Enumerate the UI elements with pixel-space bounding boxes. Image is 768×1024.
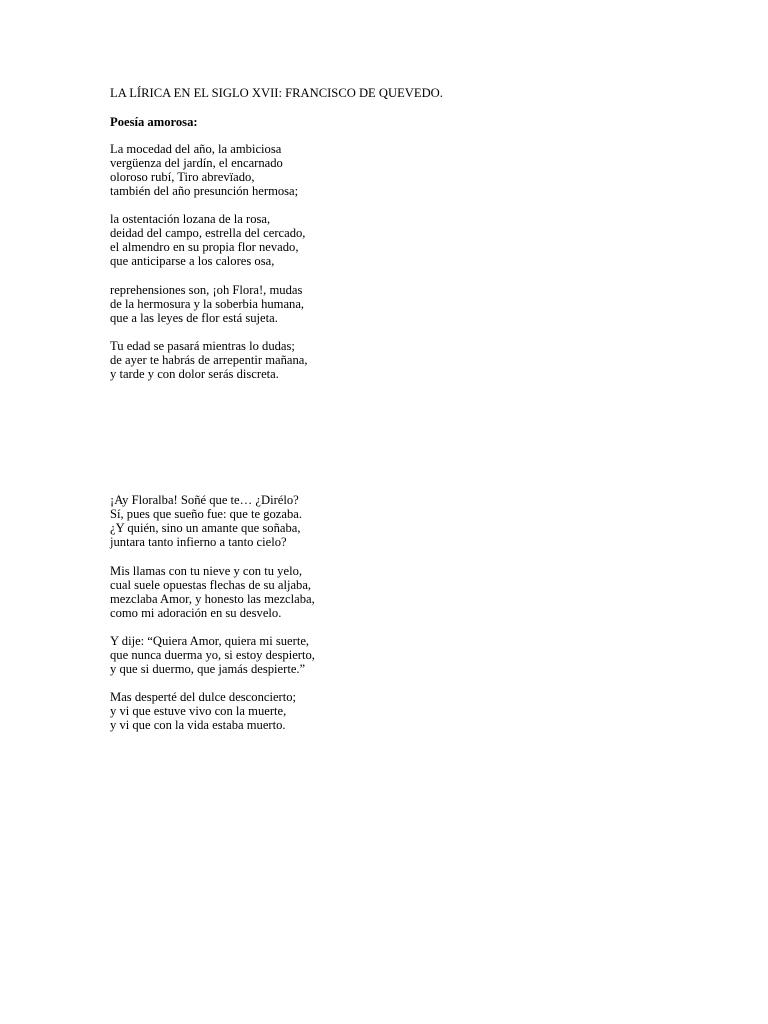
verse-line: juntara tanto infierno a tanto cielo?: [110, 535, 287, 549]
verse-line: reprehensiones son, ¡oh Flora!, mudas: [110, 283, 303, 297]
verse-line: de la hermosura y la soberbia humana,: [110, 297, 305, 311]
verse-line: y vi que estuve vivo con la muerte,: [110, 704, 287, 718]
poem1-stanza-2: [110, 212, 305, 268]
verse-line: y tarde y con dolor serás discreta.: [110, 367, 279, 381]
verse-line: cual suele opuestas flechas de su aljaba,: [110, 578, 312, 592]
verse-line: deidad del campo, estrella del cercado,: [110, 226, 306, 240]
verse-line: y que si duermo, que jamás despierte.”: [110, 662, 306, 676]
verse-line: La mocedad del año, la ambiciosa: [110, 142, 282, 156]
poem2-stanza-1: [110, 493, 302, 549]
verse-line: Sí, pues que sueño fue: que te gozaba.: [110, 507, 302, 521]
verse-line: mezclaba Amor, y honesto las mezclaba,: [110, 592, 315, 606]
verse-line: oloroso rubí, Tiro abrevïado,: [110, 170, 255, 184]
verse-line: vergüenza del jardín, el encarnado: [110, 156, 283, 170]
verse-line: de ayer te habrás de arrepentir mañana,: [110, 353, 308, 367]
verse-line: Mas desperté del dulce desconcierto;: [110, 690, 297, 704]
poem1-stanza-4: [110, 339, 308, 381]
poem1-stanza-1: [110, 142, 298, 198]
verse-line: que a las leyes de flor está sujeta.: [110, 311, 278, 325]
poem2-stanza-4: [110, 690, 296, 732]
verse-line: también del año presunción hermosa;: [110, 184, 299, 198]
verse-line: como mi adoración en su desvelo.: [110, 606, 282, 620]
verse-line: que anticiparse a los calores osa,: [110, 254, 275, 268]
verse-line: Y dije: “Quiera Amor, quiera mi suerte,: [110, 634, 310, 648]
poem2-stanza-2: [110, 564, 315, 620]
verse-line: Tu edad se pasará mientras lo dudas;: [110, 339, 295, 353]
verse-line: y vi que con la vida estaba muerto.: [110, 718, 286, 732]
poem1-stanza-3: [110, 283, 304, 325]
verse-line: que nunca duerma yo, si estoy despierto,: [110, 648, 315, 662]
verse-line: ¿Y quién, sino un amante que soñaba,: [110, 521, 301, 535]
document-title: LA LÍRICA EN EL SIGLO XVII: FRANCISCO DE QUEVEDO.: [110, 86, 443, 100]
verse-line: Mis llamas con tu nieve y con tu yelo,: [110, 564, 303, 578]
verse-line: el almendro en su propia flor nevado,: [110, 240, 299, 254]
poem2-stanza-3: [110, 634, 315, 676]
section-heading: Poesía amorosa:: [110, 115, 198, 129]
verse-line: ¡Ay Floralba! Soñé que te… ¿Dirélo?: [110, 493, 299, 507]
verse-line: la ostentación lozana de la rosa,: [110, 212, 271, 226]
